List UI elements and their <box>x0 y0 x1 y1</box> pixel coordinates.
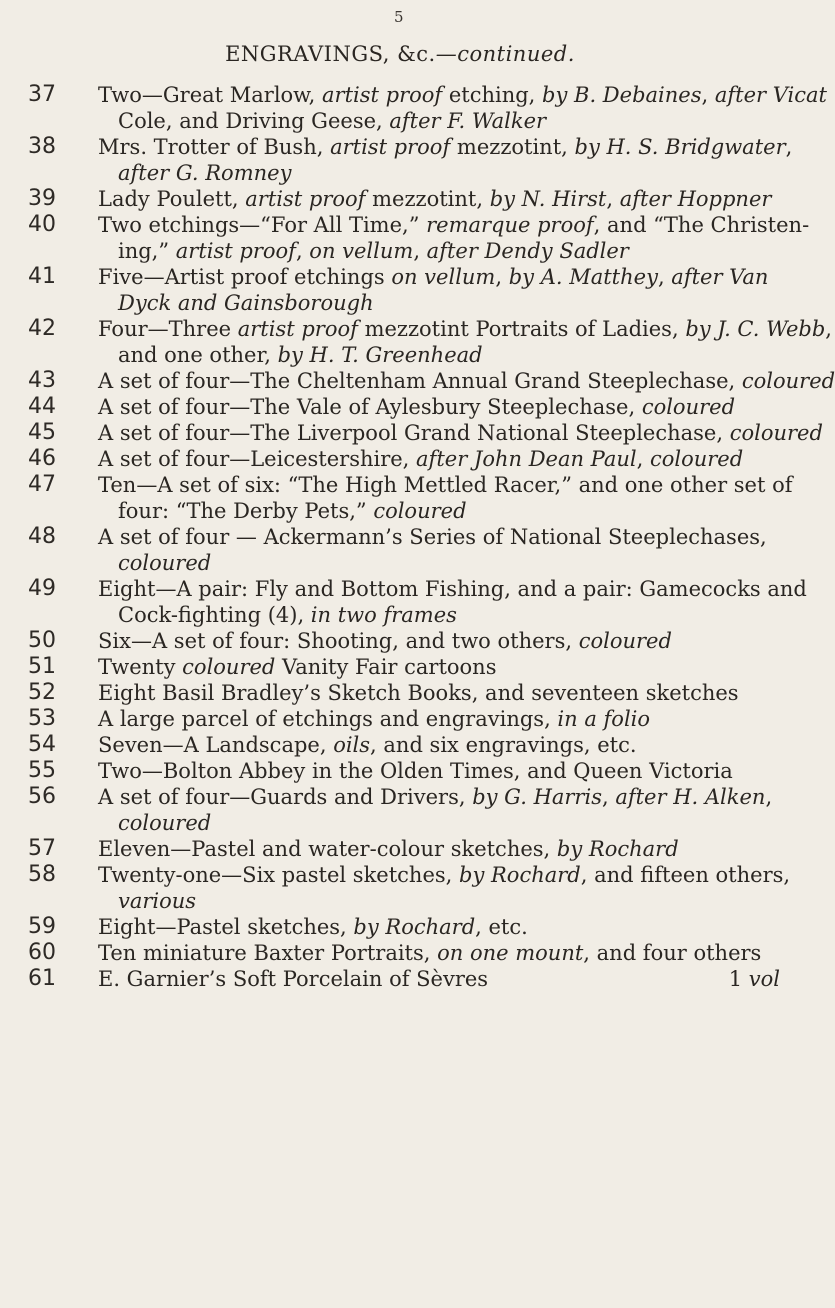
lot-number: 47 <box>28 472 56 497</box>
lot-description <box>98 394 786 420</box>
lot-number: 38 <box>28 134 56 159</box>
lot-description <box>98 82 827 134</box>
lot-description <box>98 836 786 862</box>
lot-description-line: A set of four—The Liverpool Grand National Steeplechase, coloured <box>98 421 823 445</box>
lot-description-line: Two—Great Marlow, artist proof etching, by B. Debaines, after Vicat <box>98 83 827 107</box>
lot-number: 37 <box>28 82 56 107</box>
lot-description <box>98 628 786 654</box>
lot-description-line: after G. Romney <box>118 161 292 185</box>
page-heading <box>0 42 800 66</box>
lot-number: 50 <box>28 628 56 653</box>
lot-description-line: Four—Three artist proof mezzotint Portraits of Ladies, by J. C. Webb, <box>98 317 832 341</box>
lot-description-line: Ten miniature Baxter Portraits, on one mount, and four others <box>98 941 762 965</box>
lot-number: 42 <box>28 316 56 341</box>
lot-description <box>98 706 786 732</box>
lot-description-line: coloured <box>118 551 212 575</box>
lot-number: 57 <box>28 836 56 861</box>
lot-description-line: Eight—Pastel sketches, by Rochard, etc. <box>98 915 528 939</box>
lot-description-line: E. Garnier’s Soft Porcelain of Sèvres <box>98 967 489 991</box>
lot-volume-count: 1 vol <box>728 967 780 991</box>
lot-description-line: A set of four—Guards and Drivers, by G. Harris, after H. Alken, <box>98 785 773 809</box>
lot-number: 46 <box>28 446 56 471</box>
lot-description <box>98 316 832 368</box>
lot-number: 59 <box>28 914 56 939</box>
lot-description-line: Two etchings—“For All Time,” remarque proof, and “The Christen- <box>98 213 810 237</box>
lot-number: 40 <box>28 212 56 237</box>
lot-description-line: and one other, by H. T. Greenhead <box>118 343 483 367</box>
lot-description <box>98 680 786 706</box>
lot-description <box>98 940 786 966</box>
lot-description-line: Eight Basil Bradley’s Sketch Books, and seventeen sketches <box>98 681 739 705</box>
lot-number: 53 <box>28 706 56 731</box>
lot-number: 52 <box>28 680 56 705</box>
heading-title: ENGRAVINGS, &c. <box>225 42 436 66</box>
lot-number: 39 <box>28 186 56 211</box>
lot-description-line: A large parcel of etchings and engravings, in a folio <box>98 707 651 731</box>
lot-description <box>98 654 786 680</box>
lot-description-line: A set of four — Ackermann’s Series of National Steeplechases, <box>98 525 767 549</box>
lot-description-line: Ten—A set of six: “The High Mettled Racer,” and one other set of <box>98 473 793 497</box>
lot-number: 44 <box>28 394 56 419</box>
lot-description <box>98 966 786 992</box>
lot-description <box>98 212 810 264</box>
lot-description-line: coloured <box>118 811 212 835</box>
lot-description <box>98 472 793 524</box>
lot-description-line: Mrs. Trotter of Bush, artist proof mezzotint, by H. S. Bridgwater, <box>98 135 793 159</box>
lot-description <box>98 368 835 394</box>
lot-description-line: Five—Artist proof etchings on vellum, by A. Matthey, after Van <box>98 265 769 289</box>
lot-description-line: Twenty coloured Vanity Fair cartoons <box>98 655 497 679</box>
lot-number: 49 <box>28 576 56 601</box>
lot-description <box>98 576 807 628</box>
lot-description-line: A set of four—Leicestershire, after John Dean Paul, coloured <box>98 447 744 471</box>
lot-number: 43 <box>28 368 56 393</box>
lot-number: 45 <box>28 420 56 445</box>
lot-description-line: Cock-fighting (4), in two frames <box>118 603 457 627</box>
lot-description-line: Eight—A pair: Fly and Bottom Fishing, and a pair: Gamecocks and <box>98 577 807 601</box>
lot-description-line: Six—A set of four: Shooting, and two others, coloured <box>98 629 672 653</box>
lot-description-line: Two—Bolton Abbey in the Olden Times, and Queen Victoria <box>98 759 733 783</box>
heading-continued: —continued. <box>435 42 575 66</box>
lot-number: 58 <box>28 862 56 887</box>
lot-number: 61 <box>28 966 56 991</box>
lot-number: 54 <box>28 732 56 757</box>
lot-description-line: various <box>118 889 197 913</box>
lot-description <box>98 264 786 316</box>
lot-number: 41 <box>28 264 56 289</box>
lot-description-line: A set of four—The Vale of Aylesbury Steeplechase, coloured <box>98 395 736 419</box>
lot-description-line: Dyck and Gainsborough <box>118 291 374 315</box>
lot-description <box>98 732 786 758</box>
lot-description-line: Lady Poulett, artist proof mezzotint, by N. Hirst, after Hoppner <box>98 187 772 211</box>
page-number: 5 <box>394 8 404 26</box>
lot-description <box>98 758 786 784</box>
lot-description <box>98 186 786 212</box>
lot-number: 48 <box>28 524 56 549</box>
lot-description <box>98 784 786 836</box>
lot-number: 51 <box>28 654 56 679</box>
lot-description-line: four: “The Derby Pets,” coloured <box>118 499 467 523</box>
lot-number: 56 <box>28 784 56 809</box>
lot-number: 60 <box>28 940 56 965</box>
lot-number: 55 <box>28 758 56 783</box>
lot-description-line: ing,” artist proof, on vellum, after Dendy Sadler <box>118 239 629 263</box>
lot-description <box>98 446 786 472</box>
lot-description <box>98 914 786 940</box>
lot-description-line: Twenty-one—Six pastel sketches, by Rochard, and fifteen others, <box>98 863 791 887</box>
lot-description-line: Cole, and Driving Geese, after F. Walker <box>118 109 547 133</box>
lot-description-line: Eleven—Pastel and water-colour sketches, by Rochard <box>98 837 679 861</box>
lot-description-line: Seven—A Landscape, oils, and six engravings, etc. <box>98 733 637 757</box>
lot-description <box>98 420 823 446</box>
lot-description <box>98 524 786 576</box>
lot-description <box>98 862 791 914</box>
lot-description <box>98 134 793 186</box>
lot-description-line: A set of four—The Cheltenham Annual Grand Steeplechase, coloured <box>98 369 835 393</box>
